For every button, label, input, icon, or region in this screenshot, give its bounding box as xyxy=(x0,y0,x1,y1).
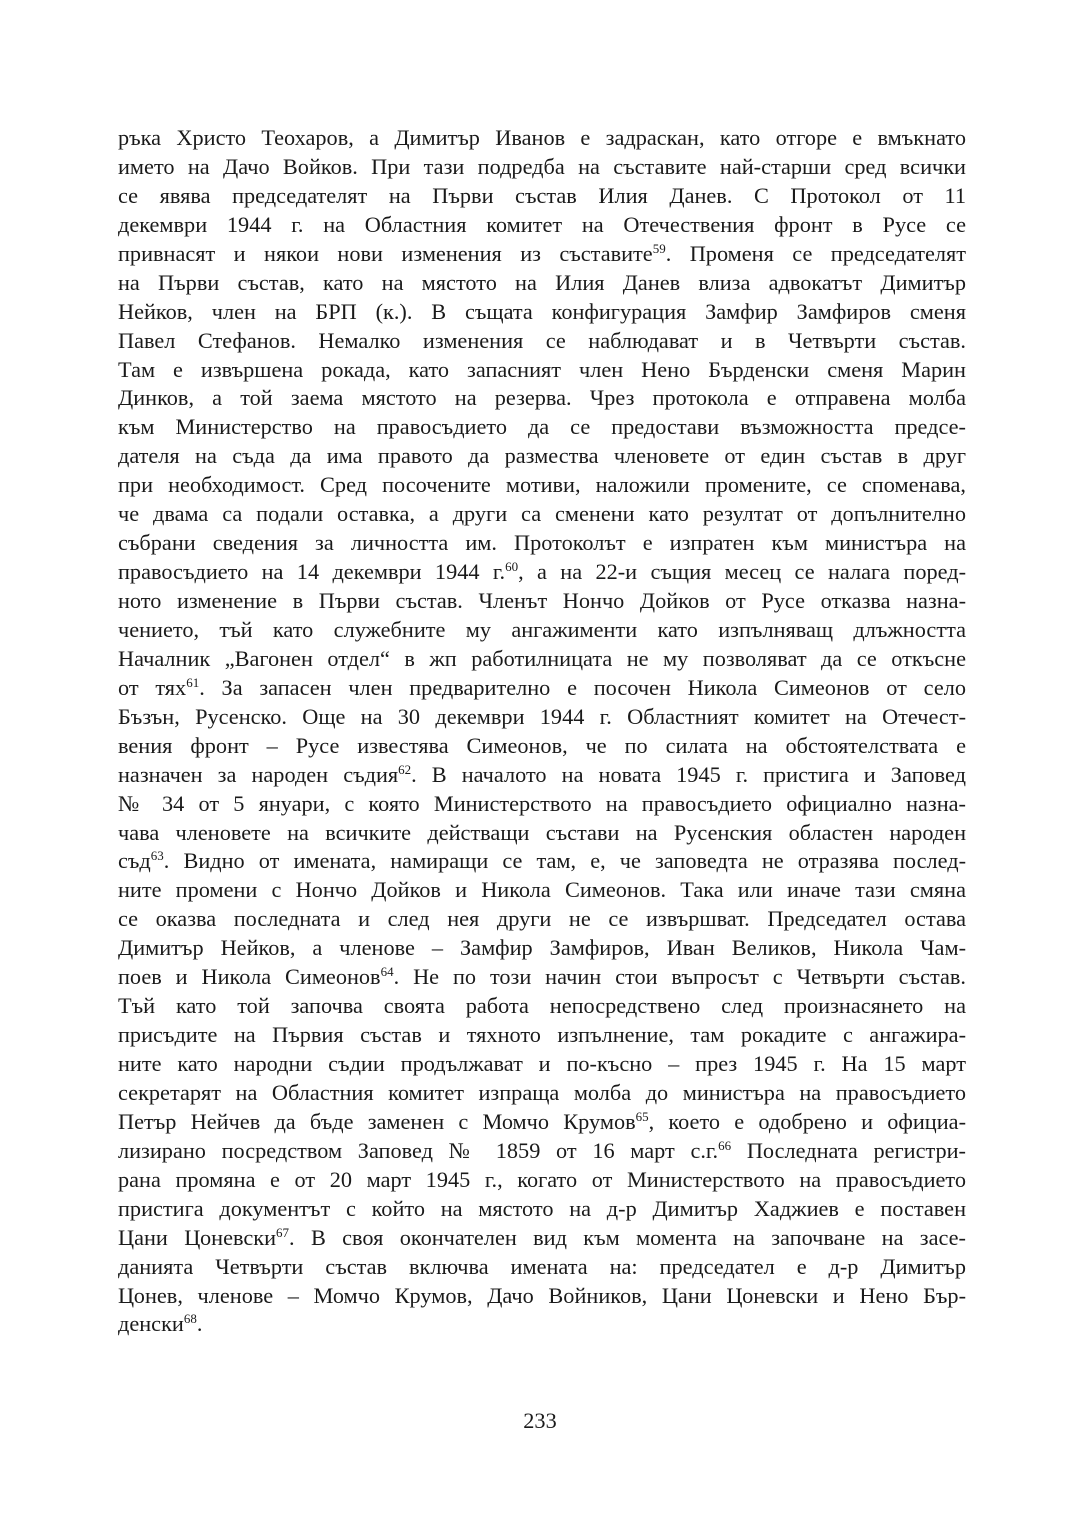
text-line: Динков, а той заема мястото на резерва. Чрез протокола е отправена молба xyxy=(118,385,966,411)
body-text xyxy=(118,124,966,1339)
text-line: при необходимост. Сред посочените мотиви, наложили промените, се споменава, xyxy=(118,472,966,498)
text-line xyxy=(118,558,966,587)
text-line: Бъзън, Русенско. Още на 30 декември 1944 г. Областният комитет на Отечест- xyxy=(118,703,966,729)
text-line: декември 1944 г. на Областния комитет на Отечествения фронт в Русе се xyxy=(118,211,966,237)
text-line: ните промени с Нончо Дойков и Никола Симеонов. Така или иначе тази смяна xyxy=(118,877,966,903)
text-line: Павел Стефанов. Немалко изменения се наблюдават и в Четвърти състав. xyxy=(118,327,966,353)
text-segment: . В началото на новата 1945 г. пристига и Заповед xyxy=(411,761,966,787)
footnote-ref: 67 xyxy=(276,1224,290,1240)
text-line: Там е извършена рокада, като запасният член Нено Бърденски сменя Марин xyxy=(118,356,966,382)
footnote-ref: 66 xyxy=(718,1137,732,1153)
footnote-ref: 63 xyxy=(150,848,164,864)
text-segment: . Променя се председателят xyxy=(665,240,967,266)
text-segment: , което е одобрено и официа- xyxy=(648,1108,966,1134)
text-line: присъдите на Първия състав и тяхното изпълнение, там рокадите с ангажира- xyxy=(118,1022,966,1048)
text-line: ните като народни съдии продължават и по-късно – през 1945 г. На 15 март xyxy=(118,1051,966,1076)
text-line: данията Четвърти състав включва имената на: председател е д-р Димитър xyxy=(118,1253,966,1279)
page-number: 233 xyxy=(523,1408,557,1433)
text-line: Тъй като той започва своята работа непосредствено след произнасянето на xyxy=(118,993,966,1019)
footnote-ref: 65 xyxy=(635,1108,649,1124)
text-segment: назначен за народен съдия xyxy=(118,761,399,787)
text-line: Димитър Нейков, а членове – Замфир Замфиров, Иван Великов, Никола Чам- xyxy=(118,935,966,961)
text-line xyxy=(118,761,966,790)
text-line: на Първи състав, като на мястото на Илия Данев влиза адвокатът Димитър xyxy=(118,269,966,295)
text-line xyxy=(118,963,966,992)
text-segment: от тях xyxy=(118,674,187,700)
footnote-ref: 68 xyxy=(183,1311,197,1327)
text-line: пристига документът с който на мястото на д-р Димитър Хаджиев е поставен xyxy=(118,1195,966,1221)
text-line xyxy=(118,1224,966,1253)
text-segment: . В своя окончателен вид към момента на започване на засе- xyxy=(289,1224,966,1250)
text-line: вения фронт – Русе известява Симеонов, че по силата на обстоятелствата е xyxy=(118,732,966,758)
text-line xyxy=(118,1137,966,1166)
footnote-ref: 59 xyxy=(652,240,666,256)
text-line: събрани сведения за личността им. Протоколът е изпратен към министъра на xyxy=(118,530,966,556)
text-segment: Последната регистри- xyxy=(731,1137,966,1163)
text-line: дателя на съда да има правото да размества членовете от един състав в друг xyxy=(118,443,966,469)
text-segment: . Видно от имената, намиращи се там, е, че заповедта не отразява послед- xyxy=(163,848,966,874)
text-line: чението, тъй като служебните му ангажименти като изпълняващ длъжността xyxy=(118,616,966,642)
footnote-ref: 61 xyxy=(186,674,200,690)
text-segment: . Не по този начин стои въпросът с Четвърти състав. xyxy=(393,964,966,990)
text-line: чава членовете на всичките действащи състави на Русенския областен народен xyxy=(118,819,966,845)
text-line: се оказва последната и след нея други не се извършват. Председател остава xyxy=(118,906,966,932)
text-line: името на Дачо Войков. При тази подредба на съставите най-старши сред всички xyxy=(118,153,966,179)
text-segment: правосъдието на 14 декември 1944 г. xyxy=(118,559,506,585)
footnote-ref: 62 xyxy=(398,761,412,777)
text-segment: . xyxy=(196,1311,203,1337)
text-line xyxy=(118,1108,966,1137)
text-segment: Цани Цоневски xyxy=(118,1224,277,1250)
text-segment: , а на 22-и същия месец се налага поред- xyxy=(518,559,966,585)
text-line: ръка Христо Теохаров, а Димитър Иванов е задраскан, като отгоре е вмъкнато xyxy=(118,125,966,150)
text-line: че двама са подали оставка, а други са сменени като резултат от допълнително xyxy=(118,501,966,527)
text-line: рана промяна е от 20 март 1945 г., когато от Министерството на правосъдието xyxy=(118,1166,966,1192)
text-line xyxy=(118,847,966,876)
text-segment: поев и Никола Симеонов xyxy=(118,964,381,990)
text-segment: лизирано посредством Заповед № 1859 от 16 март с.г. xyxy=(118,1137,719,1163)
text-line: към Министерство на правосъдието да се предостави възможността предсе- xyxy=(118,414,966,440)
text-line: Началник „Вагонен отдел“ в жп работилницата не му позволяват да се откъсне xyxy=(118,645,966,671)
text-line: се явява председателят на Първи състав Илия Данев. С Протокол от 11 xyxy=(118,182,966,208)
text-line: секретарят на Областния комитет изпраща молба до министъра на правосъдието xyxy=(118,1079,966,1105)
text-line xyxy=(118,674,966,703)
text-line: № 34 от 5 януари, с която Министерството на правосъдието официално назна- xyxy=(118,790,966,816)
text-segment: привнасят и някои нови изменения из съставите xyxy=(118,240,653,266)
text-line xyxy=(118,1310,966,1339)
footnote-ref: 64 xyxy=(380,964,394,980)
text-segment: Петър Нейчев да бъде заменен с Момчо Крумов xyxy=(118,1108,636,1134)
text-line: Цонев, членове – Момчо Крумов, Дачо Войников, Цани Цоневски и Нено Бър- xyxy=(118,1282,966,1308)
text-line xyxy=(118,240,966,269)
text-line: Нейков, член на БРП (к.). В същата конфигурация Замфир Замфиров сменя xyxy=(118,298,966,324)
text-line: ното изменение в Първи състав. Членът Нончо Дойков от Русе отказва назна- xyxy=(118,588,966,613)
text-segment: . За запасен член предварително е посочен Никола Симеонов от село xyxy=(199,674,966,700)
text-segment: денски xyxy=(118,1311,184,1337)
footnote-ref: 60 xyxy=(505,559,519,575)
text-segment: съд xyxy=(118,848,151,874)
